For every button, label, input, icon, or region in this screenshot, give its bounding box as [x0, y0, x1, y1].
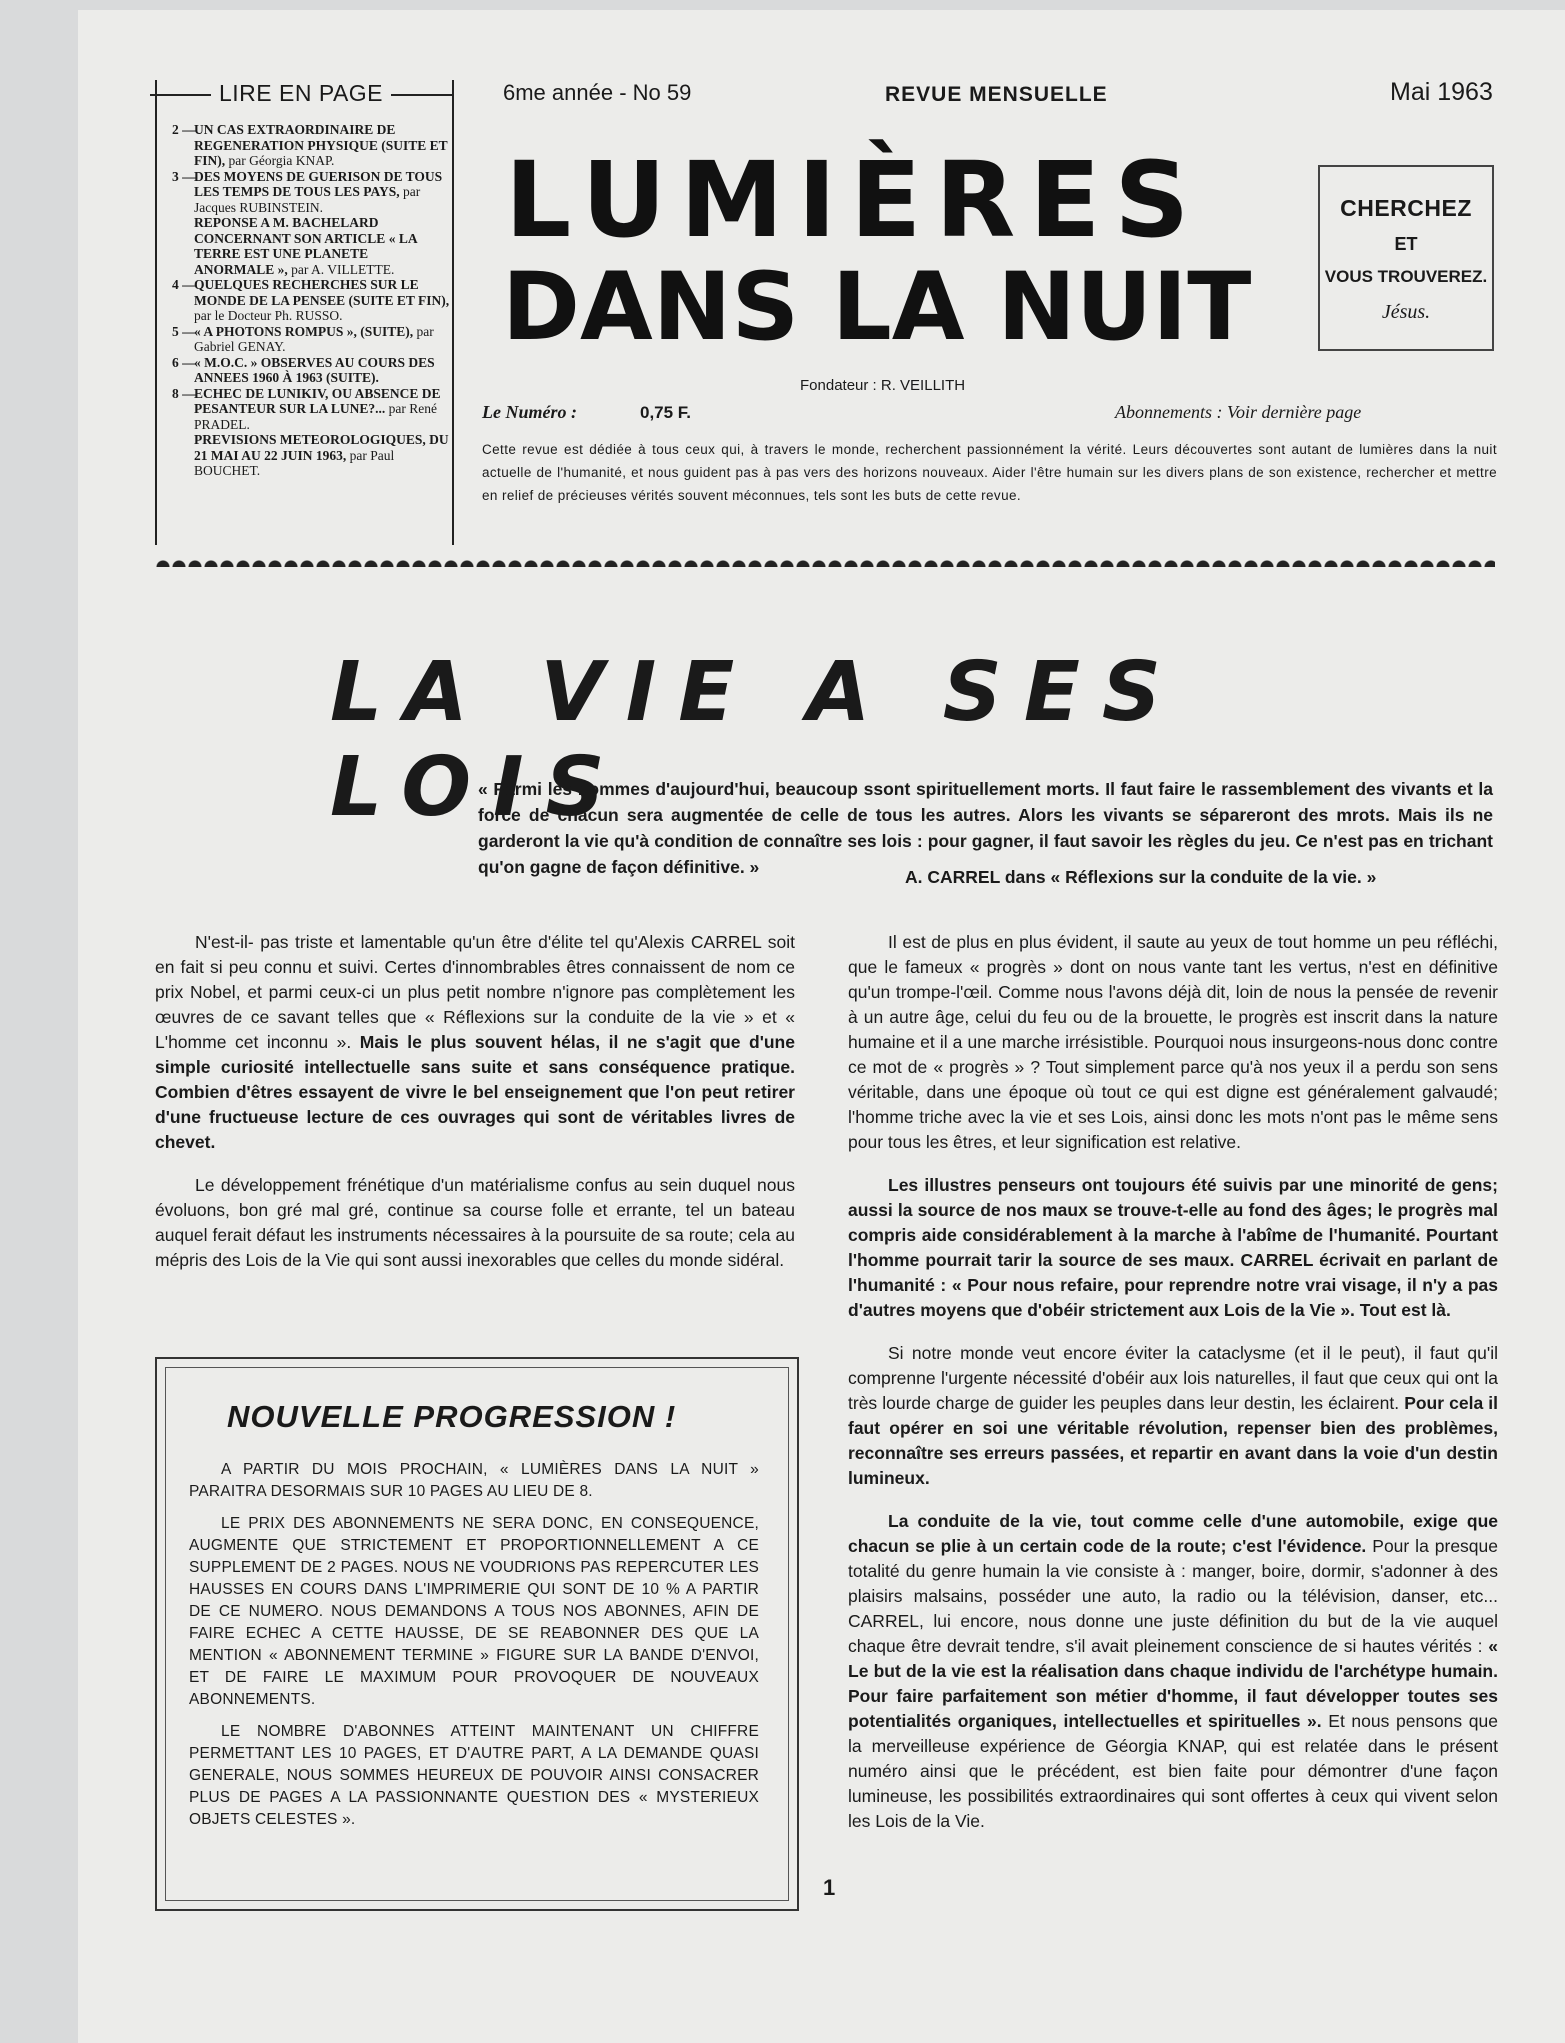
notice-title: NOUVELLE PROGRESSION !	[227, 1399, 677, 1434]
issue-date: Mai 1963	[1390, 78, 1493, 106]
toc-page-number: 2 —	[172, 122, 196, 137]
notice-box	[155, 1357, 799, 1911]
toc-item	[170, 432, 450, 479]
toc-item-title: « A PHOTONS ROMPUS », (SUITE),	[194, 323, 414, 339]
price: 0,75 F.	[640, 403, 692, 422]
mission-statement: Cette revue est dédiée à tous ceux qui, à travers le monde, recherchent passionnément la vérité. Leurs découvertes sont autant de lumières dans la nuit actuelle de l'humanité, et nous guident pas à pas vers des horizons nouveaux. Aider l'être humain sur les divers plans de son existence, rechercher et mettre en relief de précieuses vérités souvent méconnues, tels sont les buts de cette revue.	[482, 442, 1497, 503]
toc-item	[170, 169, 450, 216]
paragraph: Les illustres penseurs ont toujours été suivis par une minorité de gens; aussi la source de nos maux se trouve-t-elle au fond des âges; le progrès mal compris aide considérablement à la marche à l'abîme de l'humanité. Pourtant l'homme pourrait tarir la source de ses maux. CARREL écrivait en parlant de l'humanité : « Pour nous refaire, pour reprendre notre vrai visage, il n'y a pas d'autres moyens que d'obéir strictement aux Lois de la Vie ». Tout est là.	[848, 1175, 1498, 1320]
masthead-line1: LUMIÈRES	[505, 139, 1204, 261]
epigraph: « Parmi les hommes d'aujourd'hui, beaucoup ssont spirituellement morts. Il faut faire le rassemblement des vivants et la force de chacun sera augmentée de celle de tous les autres. Alors les vivants se sépareront des mrots. Mais ils ne garderont la vie qu'à condition de connaître ses lois : pour gagner, il faut savoir les règles du jeu. Ce n'est pas en trichant qu'on gagne de façon définitive. »	[478, 779, 1493, 877]
toc-item	[170, 324, 450, 355]
paragraph: Si notre monde veut encore éviter la cataclysme (et il le peut), il faut qu'il comprenne l'urgente nécessité d'obéir aux lois naturelles, il faut que ceux qui ont la très lourde charge de guider les peuples dans leur destin, les éclairent. Pour cela il faut opérer en soi une véritable révolution, repenser bien des problèmes, reconnaître ses erreurs passées, et repartir en avant dans la voie d'un destin lumineux.	[848, 1343, 1498, 1488]
subscriptions-note: Abonnements : Voir dernière page	[1115, 402, 1362, 422]
toc-item-author: par le Docteur Ph. RUSSO.	[194, 308, 343, 323]
motto-line2: ET	[1394, 234, 1418, 254]
revue-type: REVUE MENSUELLE	[885, 83, 1108, 106]
toc-list	[170, 122, 450, 479]
motto-line3: VOUS TROUVEREZ.	[1324, 267, 1488, 286]
toc-item	[170, 386, 450, 433]
toc-item-title: REPONSE A M. BACHELARD CONCERNANT SON ARTICLE « LA TERRE EST UNE PLANETE ANORMALE »,	[194, 215, 417, 277]
paragraph: N'est-il- pas triste et lamentable qu'un être d'élite tel qu'Alexis CARREL soit en fait si peu connu et suivi. Certes d'innombrables êtres connaissent de nom ce prix Nobel, et parmi ceux-ci un plus petit nombre n'ignore pas complètement les œuvres de ce savant telles que « Réflexions sur la conduite de la vie » et « L'homme cet inconnu ». Mais le plus souvent hélas, il ne s'agit que d'une simple curiosité intellectuelle sans suite et sans conséquence pratique. Combien d'êtres essayent de vivre le bel enseignement que l'on peut retirer d'une fructueuse lecture de ces ouvrages qui sont de véritables livres de chevet.	[155, 932, 795, 1152]
toc-item-author: par Géorgia KNAP.	[228, 153, 335, 168]
article-title: LA VIE A SES LOIS	[330, 645, 1183, 835]
right-column	[848, 930, 1498, 1852]
issue-number: 6me année - No 59	[503, 80, 692, 105]
toc-item-title: « M.O.C. » OBSERVES AU COURS DES ANNEES 1960 À 1963 (SUITE).	[194, 354, 435, 385]
toc-item	[170, 122, 450, 169]
toc-heading: LIRE EN PAGE	[150, 80, 452, 107]
toc-item-title: QUELQUES RECHERCHES SUR LE MONDE DE LA PENSEE (SUITE ET FIN),	[194, 277, 450, 308]
toc-item-author: par Jacques RUBINSTEIN.	[194, 184, 421, 215]
notice-body: A PARTIR DU MOIS PROCHAIN, « LUMIÈRES DANS LA NUIT » PARAITRA DESORMAIS SUR 10 PAGES AU LIEU DE 8. LE PRIX DES ABONNEMENTS NE SERA DONC, EN CONSEQUENCE, AUGMENTE QUE STRICTEMENT ET PROPORTIONNELLEMENT A CE SUPPLEMENT DE 2 PAGES. NOUS NE VOUDRIONS PAS REPERCUTER LES HAUSSES EN COURS DANS L'IMPRIMERIE QUI SONT DE 10 % A PARTIR DE CE NUMERO. NOUS DEMANDONS A TOUS NOS ABONNES, AFIN DE FAIRE ECHEC A CETTE HAUSSE, DE SE REABONNER DES QUE LA MENTION « ABONNEMENT TERMINE » FIGURE SUR LA BANDE D'ENVOI, ET DE FAIRE LE MAXIMUM POUR PROVOQUER DE NOUVEAUX ABONNEMENTS. LE NOMBRE D'ABONNES ATTEINT MAINTENANT UN CHIFFRE PERMETTANT LES 10 PAGES, ET D'AUTRE PART, A LA DEMANDE QUASI GENERALE, NOUS SOMMES HEUREUX DE POUVOIR AINSI CONSACRER PLUS DE PAGES A LA PASSIONNANTE QUESTION DES « MYSTERIEUX OBJETS CELESTES ».	[189, 1461, 759, 1828]
toc-item	[170, 355, 450, 386]
toc-item-author: par Gabriel GENAY.	[194, 323, 434, 354]
toc-page-number: 8 —	[172, 385, 196, 401]
masthead-line2: DANS LA NUIT	[502, 253, 1252, 362]
toc-item-title: DES MOYENS DE GUERISON DE TOUS LES TEMPS DE TOUS LES PAYS,	[194, 168, 443, 199]
motto-line1: CHERCHEZ	[1340, 195, 1472, 221]
toc-item	[170, 277, 450, 324]
motto-box	[1318, 165, 1494, 351]
paragraph: Le développement frénétique d'un matérialisme confus au sein duquel nous évoluons, bon gré mal gré, continue sa course folle et errante, tel un bateau auquel ferait défaut les instruments nécessaires à la poursuite de sa route; cela au mépris des Lois de la Vie qui sont aussi inexorables que celles du monde sidéral.	[155, 1175, 795, 1270]
toc-page-number: 3 —	[172, 168, 196, 184]
toc-item	[170, 215, 450, 277]
left-column	[155, 930, 795, 1291]
toc-page-number: 4 —	[172, 277, 196, 292]
page-number: 1	[823, 1875, 836, 1900]
toc-item-title: UN CAS EXTRAORDINAIRE DE REGENERATION PHYSIQUE (SUITE ET FIN),	[194, 122, 448, 168]
toc-item-author: par Paul BOUCHET.	[194, 447, 395, 478]
price-label: Le Numéro :	[482, 402, 577, 422]
epigraph-source: A. CARREL dans « Réflexions sur la conduite de la vie. »	[905, 867, 1377, 887]
founder: Fondateur : R. VEILLITH	[800, 377, 966, 394]
wavy-divider	[155, 553, 1495, 567]
toc-item-author: par A. VILLETTE.	[291, 261, 395, 277]
motto-source: Jésus.	[1381, 301, 1431, 323]
toc-item-author: par René PRADEL.	[194, 401, 438, 432]
paragraph: La conduite de la vie, tout comme celle d'une automobile, exige que chacun se plie à un certain code de la route; c'est l'évidence. Pour la presque totalité du genre humain la vie consiste à : manger, boire, dormir, s'adonner à des plaisirs malsains, posséder une auto, la radio ou la télévision, danser, etc... CARREL, lui encore, nous donne une juste définition du but de la vie auquel chaque être devrait tendre, s'il avait pleinement conscience de si hautes vérités : « Le but de la vie est la réalisation dans chaque individu de l'archétype humain. Pour faire parfaitement son métier d'homme, il faut développer toutes ses potentialités organiques, intellectuelles et spirituelles ». Et nous pensons que la merveilleuse expérience de Géorgia KNAP, qui est relatée dans le présent numéro ainsi que le précédent, est bien faite pour démontrer d'une façon lumineuse, les possibilités extraordinaires qui sont offertes à ceux qui vivent selon les Lois de la Vie.	[848, 1511, 1498, 1831]
toc-item-title: PREVISIONS METEOROLOGIQUES, DU 21 MAI AU 22 JUIN 1963,	[194, 432, 449, 463]
paragraph: Il est de plus en plus évident, il saute au yeux de tout homme un peu réfléchi, que le fameux « progrès » dont on nous vante tant les vertus, n'est en définitive qu'un trompe-l'œil. Comme nous l'avons déjà dit, loin de nous la pensée de revenir à un autre âge, celui du feu ou de la brouette, le progrès est inscrit dans la nature humaine et il a une marche irrésistible. Pourquoi nous insurgeons-nous donc contre ce mot de « progrès » ? Tout simplement parce qu'à nos yeux il a perdu son sens véritable, dans une époque où tout ce qui est digne est généralement galvaudé; l'homme triche avec la vie et ses Lois, ainsi donc les mots n'ont pas le même sens pour tous les êtres, et leur signification est relative.	[848, 932, 1498, 1152]
toc-page-number: 5 —	[172, 323, 196, 339]
toc-item-title: ECHEC DE LUNIKIV, OU ABSENCE DE PESANTEUR SUR LA LUNE?...	[194, 385, 441, 416]
toc-page-number: 6 —	[172, 354, 196, 370]
